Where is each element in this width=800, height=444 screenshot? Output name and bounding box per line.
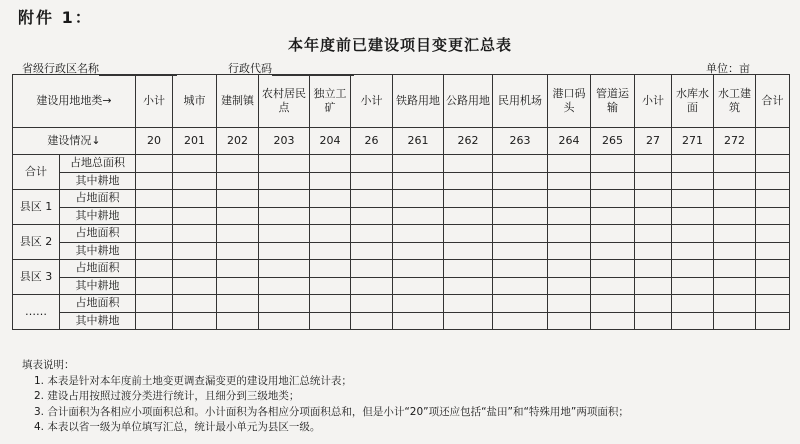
data-cell[interactable] bbox=[548, 207, 591, 225]
category-code: 26 bbox=[351, 128, 393, 155]
data-cell[interactable] bbox=[393, 260, 444, 278]
data-cell[interactable] bbox=[217, 172, 259, 190]
data-cell[interactable] bbox=[310, 172, 351, 190]
data-cell[interactable] bbox=[173, 225, 217, 243]
row-label: 其中耕地 bbox=[60, 207, 136, 225]
data-cell[interactable] bbox=[351, 277, 393, 295]
row-label: 占地面积 bbox=[60, 225, 136, 243]
data-cell[interactable] bbox=[173, 260, 217, 278]
category-header: 小计 bbox=[136, 75, 173, 128]
data-cell[interactable] bbox=[714, 260, 756, 278]
data-cell[interactable] bbox=[714, 155, 756, 173]
data-cell[interactable] bbox=[493, 207, 548, 225]
data-cell[interactable] bbox=[444, 172, 493, 190]
data-cell[interactable] bbox=[591, 155, 635, 173]
data-cell[interactable] bbox=[217, 277, 259, 295]
data-cell[interactable] bbox=[548, 312, 591, 330]
row-label: 其中耕地 bbox=[60, 312, 136, 330]
data-cell[interactable] bbox=[635, 260, 672, 278]
data-cell[interactable] bbox=[259, 225, 310, 243]
data-cell[interactable] bbox=[493, 190, 548, 208]
table-row bbox=[13, 295, 790, 313]
data-cell[interactable] bbox=[672, 277, 714, 295]
data-cell[interactable] bbox=[444, 277, 493, 295]
data-cell[interactable] bbox=[217, 190, 259, 208]
data-cell[interactable] bbox=[259, 260, 310, 278]
data-cell[interactable] bbox=[393, 155, 444, 173]
header-corner: 建设用地地类→ bbox=[13, 75, 136, 128]
data-cell[interactable] bbox=[493, 312, 548, 330]
data-cell[interactable] bbox=[393, 242, 444, 260]
data-cell[interactable] bbox=[351, 312, 393, 330]
data-cell[interactable] bbox=[635, 312, 672, 330]
data-cell[interactable] bbox=[756, 207, 790, 225]
notes-title: 填表说明： bbox=[22, 359, 75, 371]
data-cell[interactable] bbox=[259, 242, 310, 260]
data-cell[interactable] bbox=[136, 172, 173, 190]
data-cell[interactable] bbox=[756, 277, 790, 295]
data-cell[interactable] bbox=[173, 312, 217, 330]
data-cell[interactable] bbox=[756, 190, 790, 208]
data-cell[interactable] bbox=[548, 260, 591, 278]
data-cell[interactable] bbox=[444, 225, 493, 243]
data-cell[interactable] bbox=[444, 295, 493, 313]
data-cell[interactable] bbox=[756, 225, 790, 243]
data-cell[interactable] bbox=[493, 242, 548, 260]
data-cell[interactable] bbox=[393, 172, 444, 190]
data-cell[interactable] bbox=[217, 295, 259, 313]
note-item: 1. 本表是针对本年度前土地变更调查漏变更的建设用地汇总统计表； bbox=[34, 374, 352, 387]
data-cell[interactable] bbox=[136, 260, 173, 278]
data-cell[interactable] bbox=[136, 277, 173, 295]
data-cell[interactable] bbox=[259, 207, 310, 225]
category-header: 管道运输 bbox=[591, 75, 635, 128]
data-cell[interactable] bbox=[173, 172, 217, 190]
table-row bbox=[13, 312, 790, 330]
category-code bbox=[756, 128, 790, 155]
data-cell[interactable] bbox=[635, 277, 672, 295]
data-cell[interactable] bbox=[493, 155, 548, 173]
data-cell[interactable] bbox=[393, 190, 444, 208]
data-cell[interactable] bbox=[136, 295, 173, 313]
note-item: 3. 合计面积为各相应小项面积总和。小计面积为各相应分项面积总和，但是小计“20”项还应包括“盐田”和“特殊用地”两项面积； bbox=[34, 405, 629, 418]
category-header: 小计 bbox=[351, 75, 393, 128]
data-cell[interactable] bbox=[672, 207, 714, 225]
data-cell[interactable] bbox=[591, 190, 635, 208]
unit-label: 单位：亩 bbox=[706, 62, 750, 75]
data-cell[interactable] bbox=[548, 295, 591, 313]
category-code: 272 bbox=[714, 128, 756, 155]
data-cell[interactable] bbox=[548, 225, 591, 243]
data-cell[interactable] bbox=[217, 260, 259, 278]
category-header: 合计 bbox=[756, 75, 790, 128]
data-cell[interactable] bbox=[310, 260, 351, 278]
category-header: 小计 bbox=[635, 75, 672, 128]
data-cell[interactable] bbox=[591, 225, 635, 243]
category-code: 264 bbox=[548, 128, 591, 155]
data-cell[interactable] bbox=[259, 295, 310, 313]
data-cell[interactable] bbox=[217, 312, 259, 330]
table-row bbox=[13, 207, 790, 225]
data-cell[interactable] bbox=[493, 260, 548, 278]
table-row bbox=[13, 190, 790, 208]
notes-list bbox=[22, 374, 629, 436]
group-label: 县区 2 bbox=[13, 225, 60, 260]
table-row bbox=[13, 172, 790, 190]
category-header: 水库水面 bbox=[672, 75, 714, 128]
data-cell[interactable] bbox=[493, 295, 548, 313]
codes-row bbox=[13, 128, 790, 155]
data-cell[interactable] bbox=[310, 155, 351, 173]
data-cell[interactable] bbox=[173, 207, 217, 225]
category-header: 民用机场 bbox=[493, 75, 548, 128]
data-cell[interactable] bbox=[444, 260, 493, 278]
category-header: 水工建筑 bbox=[714, 75, 756, 128]
notes bbox=[22, 358, 629, 436]
data-cell[interactable] bbox=[393, 225, 444, 243]
data-cell[interactable] bbox=[136, 190, 173, 208]
row-label: 占地面积 bbox=[60, 295, 136, 313]
data-cell[interactable] bbox=[714, 172, 756, 190]
table-title: 本年度前已建设项目变更汇总表 bbox=[287, 36, 512, 54]
data-cell[interactable] bbox=[635, 295, 672, 313]
data-cell[interactable] bbox=[672, 260, 714, 278]
data-cell[interactable] bbox=[756, 155, 790, 173]
data-cell[interactable] bbox=[493, 277, 548, 295]
data-cell[interactable] bbox=[136, 207, 173, 225]
data-cell[interactable] bbox=[136, 225, 173, 243]
data-cell[interactable] bbox=[635, 242, 672, 260]
data-cell[interactable] bbox=[672, 242, 714, 260]
data-cell[interactable] bbox=[173, 295, 217, 313]
data-cell[interactable] bbox=[591, 172, 635, 190]
group-label: 县区 3 bbox=[13, 260, 60, 295]
note-item: 2. 建设占用按照过渡分类进行统计，且细分到三级地类； bbox=[34, 390, 300, 402]
data-cell[interactable] bbox=[591, 277, 635, 295]
data-cell[interactable] bbox=[217, 207, 259, 225]
codes-label: 建设情况↓ bbox=[13, 128, 136, 155]
table-row bbox=[13, 242, 790, 260]
category-code: 271 bbox=[672, 128, 714, 155]
data-cell[interactable] bbox=[672, 155, 714, 173]
data-cell[interactable] bbox=[591, 260, 635, 278]
data-cell[interactable] bbox=[493, 225, 548, 243]
table-row bbox=[13, 260, 790, 278]
data-cell[interactable] bbox=[393, 312, 444, 330]
data-cell[interactable] bbox=[217, 225, 259, 243]
data-cell[interactable] bbox=[672, 312, 714, 330]
table-row bbox=[13, 277, 790, 295]
data-cell[interactable] bbox=[591, 295, 635, 313]
category-code: 265 bbox=[591, 128, 635, 155]
data-cell[interactable] bbox=[351, 155, 393, 173]
data-cell[interactable] bbox=[259, 155, 310, 173]
data-cell[interactable] bbox=[672, 172, 714, 190]
data-cell[interactable] bbox=[310, 312, 351, 330]
data-cell[interactable] bbox=[351, 295, 393, 313]
data-cell[interactable] bbox=[351, 260, 393, 278]
row-label: 占地面积 bbox=[60, 260, 136, 278]
data-cell[interactable] bbox=[217, 155, 259, 173]
data-cell[interactable] bbox=[756, 260, 790, 278]
data-cell[interactable] bbox=[310, 225, 351, 243]
province-label: 省级行政区名称 bbox=[22, 62, 99, 75]
data-cell[interactable] bbox=[259, 312, 310, 330]
data-cell[interactable] bbox=[548, 242, 591, 260]
table-row bbox=[13, 225, 790, 243]
data-cell[interactable] bbox=[548, 277, 591, 295]
data-cell[interactable] bbox=[393, 295, 444, 313]
data-cell[interactable] bbox=[672, 190, 714, 208]
category-header: 城市 bbox=[173, 75, 217, 128]
data-cell[interactable] bbox=[173, 190, 217, 208]
category-header: 农村居民点 bbox=[259, 75, 310, 128]
category-code: 204 bbox=[310, 128, 351, 155]
category-code: 262 bbox=[444, 128, 493, 155]
data-cell[interactable] bbox=[714, 277, 756, 295]
data-cell[interactable] bbox=[217, 242, 259, 260]
data-cell[interactable] bbox=[756, 172, 790, 190]
data-cell[interactable] bbox=[756, 295, 790, 313]
data-cell[interactable] bbox=[493, 172, 548, 190]
data-cell[interactable] bbox=[591, 242, 635, 260]
category-code: 261 bbox=[393, 128, 444, 155]
data-cell[interactable] bbox=[591, 207, 635, 225]
data-cell[interactable] bbox=[714, 242, 756, 260]
row-label: 其中耕地 bbox=[60, 277, 136, 295]
category-code: 27 bbox=[635, 128, 672, 155]
category-code: 202 bbox=[217, 128, 259, 155]
data-cell[interactable] bbox=[444, 207, 493, 225]
category-header: 独立工矿 bbox=[310, 75, 351, 128]
category-header: 建制镇 bbox=[217, 75, 259, 128]
data-cell[interactable] bbox=[635, 225, 672, 243]
data-cell[interactable] bbox=[310, 190, 351, 208]
data-cell[interactable] bbox=[173, 242, 217, 260]
data-cell[interactable] bbox=[714, 190, 756, 208]
data-cell[interactable] bbox=[136, 242, 173, 260]
data-cell[interactable] bbox=[635, 207, 672, 225]
table-row bbox=[13, 155, 790, 173]
data-cell[interactable] bbox=[259, 190, 310, 208]
data-cell[interactable] bbox=[351, 190, 393, 208]
data-cell[interactable] bbox=[351, 207, 393, 225]
data-cell[interactable] bbox=[136, 155, 173, 173]
category-code: 20 bbox=[136, 128, 173, 155]
data-cell[interactable] bbox=[393, 277, 444, 295]
header-row bbox=[13, 75, 790, 128]
summary-table bbox=[12, 74, 790, 330]
data-cell[interactable] bbox=[756, 242, 790, 260]
data-cell[interactable] bbox=[635, 172, 672, 190]
data-cell[interactable] bbox=[672, 295, 714, 313]
category-code: 201 bbox=[173, 128, 217, 155]
data-cell[interactable] bbox=[136, 312, 173, 330]
data-cell[interactable] bbox=[173, 277, 217, 295]
data-cell[interactable] bbox=[591, 312, 635, 330]
data-cell[interactable] bbox=[259, 277, 310, 295]
note-item: 4. 本表以省一级为单位填写汇总，统计最小单元为县区一级。 bbox=[34, 421, 321, 433]
row-label: 其中耕地 bbox=[60, 242, 136, 260]
attachment-label: 附件 1： bbox=[18, 8, 93, 27]
data-cell[interactable] bbox=[714, 207, 756, 225]
data-cell[interactable] bbox=[393, 207, 444, 225]
category-code: 263 bbox=[493, 128, 548, 155]
data-cell[interactable] bbox=[756, 312, 790, 330]
data-cell[interactable] bbox=[444, 190, 493, 208]
group-label: …… bbox=[13, 295, 60, 330]
data-cell[interactable] bbox=[310, 295, 351, 313]
data-cell[interactable] bbox=[635, 155, 672, 173]
data-cell[interactable] bbox=[351, 242, 393, 260]
data-cell[interactable] bbox=[310, 207, 351, 225]
row-label: 其中耕地 bbox=[60, 172, 136, 190]
code-label: 行政代码 bbox=[228, 62, 272, 75]
data-cell[interactable] bbox=[351, 172, 393, 190]
data-cell[interactable] bbox=[173, 155, 217, 173]
data-cell[interactable] bbox=[444, 242, 493, 260]
data-cell[interactable] bbox=[714, 312, 756, 330]
data-cell[interactable] bbox=[444, 155, 493, 173]
data-cell[interactable] bbox=[444, 312, 493, 330]
row-label: 占地总面积 bbox=[60, 155, 136, 173]
category-code: 203 bbox=[259, 128, 310, 155]
category-header: 港口码头 bbox=[548, 75, 591, 128]
data-cell[interactable] bbox=[714, 295, 756, 313]
category-header: 公路用地 bbox=[444, 75, 493, 128]
data-cell[interactable] bbox=[351, 225, 393, 243]
data-cell[interactable] bbox=[548, 172, 591, 190]
data-cell[interactable] bbox=[714, 225, 756, 243]
data-cell[interactable] bbox=[310, 242, 351, 260]
data-cell[interactable] bbox=[259, 172, 310, 190]
row-label: 占地面积 bbox=[60, 190, 136, 208]
data-cell[interactable] bbox=[672, 225, 714, 243]
category-header: 铁路用地 bbox=[393, 75, 444, 128]
group-label: 合计 bbox=[13, 155, 60, 190]
data-cell[interactable] bbox=[635, 190, 672, 208]
data-cell[interactable] bbox=[548, 190, 591, 208]
data-cell[interactable] bbox=[548, 155, 591, 173]
data-cell[interactable] bbox=[310, 277, 351, 295]
group-label: 县区 1 bbox=[13, 190, 60, 225]
